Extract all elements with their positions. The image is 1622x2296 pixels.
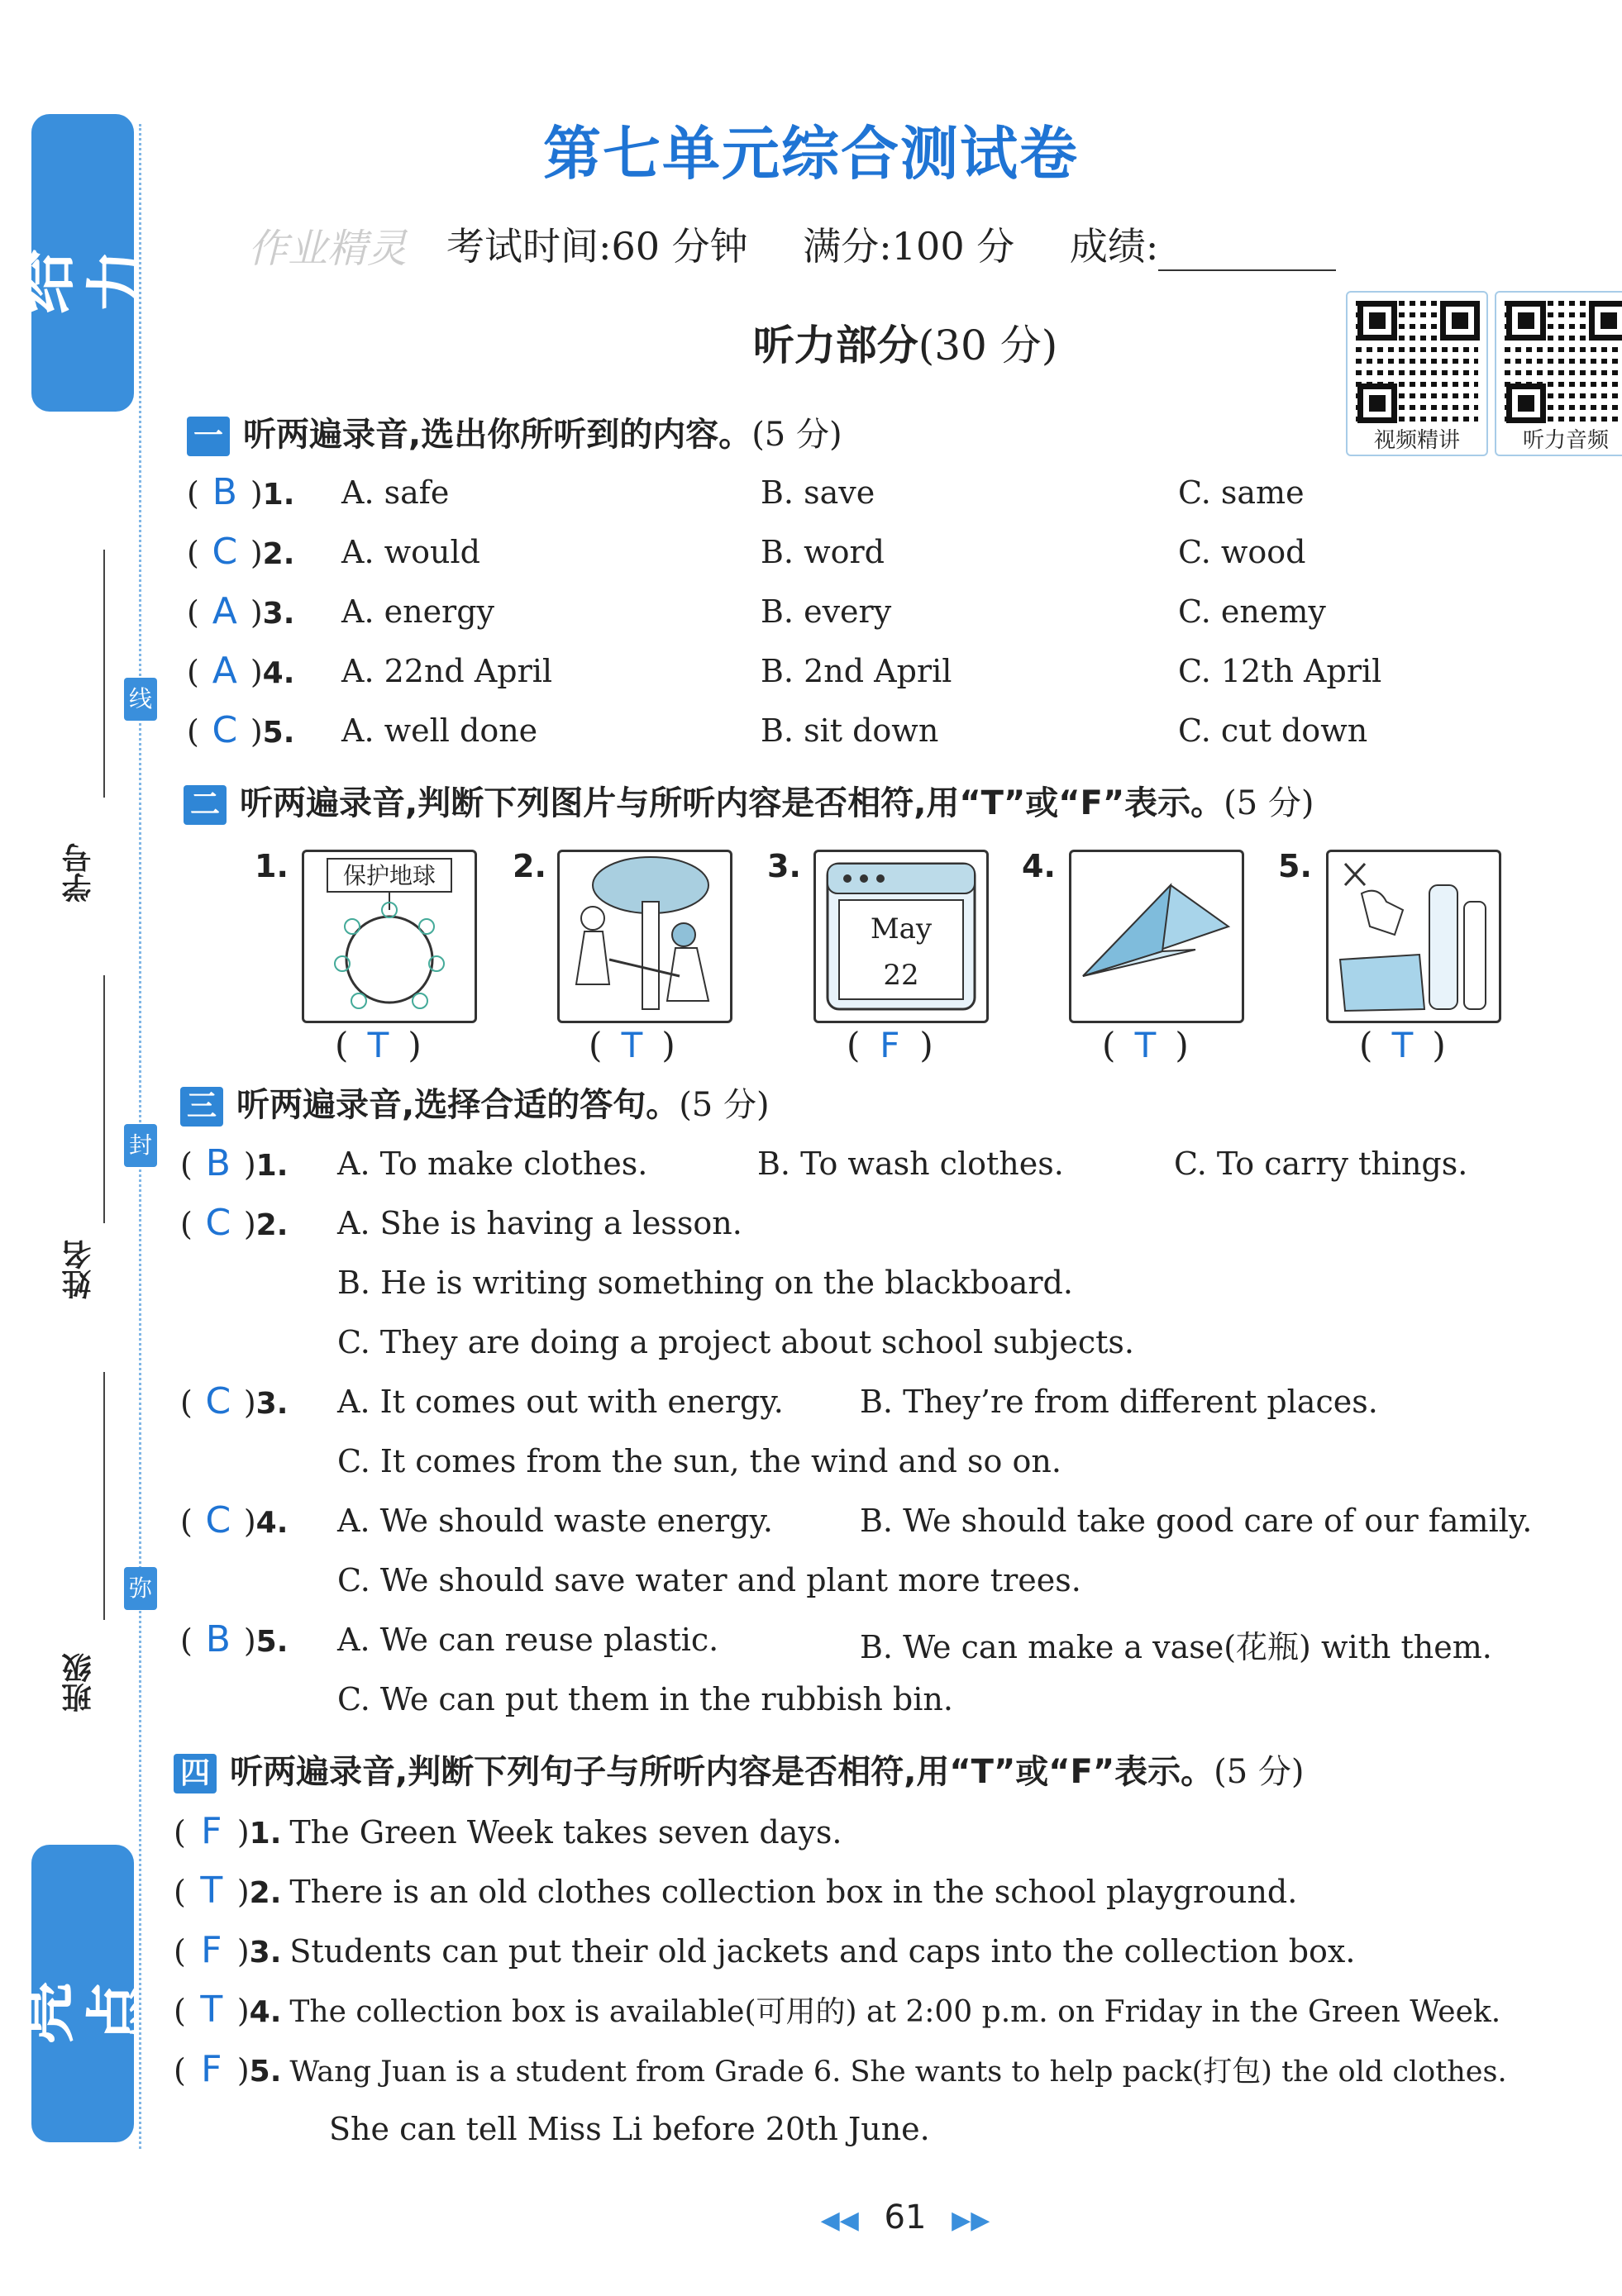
s1-q4-b: B. 2nd April bbox=[761, 653, 952, 689]
answer: B bbox=[205, 1618, 231, 1660]
qr-caption: 视频精讲 bbox=[1373, 428, 1460, 453]
s1-q3-b: B. every bbox=[761, 593, 892, 630]
s1-q3-a: A. energy bbox=[341, 593, 495, 630]
pic-5-number: 5. bbox=[1278, 848, 1312, 884]
s1-q2: ( C )2. bbox=[187, 531, 295, 573]
s1-q5-b: B. sit down bbox=[761, 712, 939, 749]
s3-q1: ( B )1. bbox=[180, 1142, 289, 1184]
name-label: 姓名 bbox=[62, 1240, 96, 1299]
s1-q2-c: C. wood bbox=[1178, 534, 1306, 570]
s1-q1: ( B )1. bbox=[187, 471, 295, 513]
s1-q4: ( A )4. bbox=[187, 650, 295, 692]
pic-1-answer: ( T ) bbox=[335, 1025, 422, 1065]
pic-3-answer: ( F ) bbox=[847, 1025, 933, 1065]
seal-char-3: 弥 bbox=[124, 1567, 157, 1610]
section-1-header: 一 听两遍录音,选出你所听到的内容。(5 分) bbox=[187, 408, 842, 456]
side-tab-top: 给 力 bbox=[31, 114, 134, 412]
pic-2-answer: ( T ) bbox=[589, 1025, 675, 1065]
answer: T bbox=[200, 1989, 223, 2031]
qr-audio[interactable] bbox=[1495, 291, 1622, 456]
pic-1-number: 1. bbox=[255, 848, 289, 884]
s3-q4-a: A. We should waste energy. bbox=[337, 1503, 773, 1539]
s4-q4: ( T )4. The collection box is available(可用的) at 2:00 p.m. on Friday in the Green Week. bbox=[174, 1989, 1501, 2031]
svg-text:保护地球: 保护地球 bbox=[342, 862, 437, 889]
pic-4-answer: ( T ) bbox=[1102, 1025, 1189, 1065]
seal-char-1: 线 bbox=[124, 678, 157, 721]
score-label: 成绩: bbox=[1069, 224, 1159, 269]
s3-q5-c: C. We can put them in the rubbish bin. bbox=[337, 1681, 953, 1717]
answer: C bbox=[212, 531, 238, 573]
s1-q3: ( A )3. bbox=[187, 590, 295, 632]
exam-time: 考试时间:60 分钟 bbox=[446, 224, 748, 269]
s1-q5-c: C. cut down bbox=[1178, 712, 1368, 749]
page-title: 第七单元综合测试卷 bbox=[543, 119, 1079, 188]
s4-q5: ( F )5. Wang Juan is a student from Grade 6. She wants to help pack(打包) the old clothes. bbox=[174, 2048, 1507, 2090]
s1-q1-c: C. same bbox=[1178, 474, 1305, 511]
s3-q3-a: A. It comes out with energy. bbox=[337, 1384, 784, 1420]
pic-3-number: 3. bbox=[767, 848, 801, 884]
answer: A bbox=[212, 650, 237, 692]
pic-3-calendar bbox=[813, 850, 989, 1023]
s3-q3-b: B. They’re from different places. bbox=[860, 1384, 1378, 1420]
part-title: 听力部分(30 分) bbox=[752, 321, 1058, 369]
full-marks: 满分:100 分 bbox=[803, 224, 1015, 269]
s1-q5-a: A. well done bbox=[341, 712, 538, 749]
answer: C bbox=[212, 709, 238, 751]
s3-q4-c: C. We should save water and plant more trees. bbox=[337, 1562, 1081, 1598]
student-id-line bbox=[103, 550, 105, 798]
answer: C bbox=[205, 1499, 231, 1541]
s3-q1-c: C. To carry things. bbox=[1174, 1146, 1468, 1182]
pic-4-paper-plane bbox=[1069, 850, 1244, 1023]
pic-4-number: 4. bbox=[1022, 848, 1056, 884]
s4-q2: ( T )2. There is an old clothes collection box in the school playground. bbox=[174, 1870, 1298, 1912]
s4-q3: ( F )3. Students can put their old jackets and caps into the collection box. bbox=[174, 1929, 1356, 1971]
s4-q1: ( F )1. The Green Week takes seven days. bbox=[174, 1810, 842, 1852]
s1-q1-a: A. safe bbox=[341, 474, 450, 511]
side-tab-bottom: 亮 点 bbox=[31, 1845, 134, 2142]
s3-q5-a: A. We can reuse plastic. bbox=[337, 1622, 719, 1658]
answer: F bbox=[201, 2048, 222, 2090]
s3-q1-b: B. To wash clothes. bbox=[757, 1146, 1064, 1182]
answer: F bbox=[201, 1810, 222, 1852]
pic-1-earth bbox=[302, 850, 477, 1023]
answer: C bbox=[205, 1380, 231, 1422]
seal-char-2: 封 bbox=[124, 1124, 157, 1167]
pic-2-cutting-tree bbox=[557, 850, 732, 1023]
watermark: 作业精灵 bbox=[248, 226, 408, 272]
page-footer bbox=[0, 2198, 1622, 2236]
qr-video[interactable] bbox=[1346, 291, 1488, 456]
name-line bbox=[103, 975, 105, 1223]
svg-text:May: May bbox=[870, 912, 933, 946]
s1-q2-b: B. word bbox=[761, 534, 885, 570]
s3-q2-a: A. She is having a lesson. bbox=[337, 1205, 742, 1241]
s1-q3-c: C. enemy bbox=[1178, 593, 1326, 630]
s3-q2: ( C )2. bbox=[180, 1202, 289, 1244]
s3-q4-b: B. We should take good care of our family. bbox=[860, 1503, 1533, 1539]
s1-q5: ( C )5. bbox=[187, 709, 295, 751]
s3-q2-b: B. He is writing something on the blackboard. bbox=[337, 1265, 1073, 1301]
s4-q5-line2: She can tell Miss Li before 20th June. bbox=[329, 2111, 930, 2147]
s3-q2-c: C. They are doing a project about school subjects. bbox=[337, 1324, 1134, 1360]
s1-q4-c: C. 12th April bbox=[1178, 653, 1382, 689]
s3-q3: ( C )3. bbox=[180, 1380, 289, 1422]
s3-q5: ( B )5. bbox=[180, 1618, 289, 1660]
svg-text:22: 22 bbox=[883, 959, 919, 992]
s1-q4-a: A. 22nd April bbox=[341, 653, 553, 689]
pic-5-answer: ( T ) bbox=[1359, 1025, 1446, 1065]
pic-2-number: 2. bbox=[513, 848, 546, 884]
next-arrow-icon: ▶▶ bbox=[952, 2206, 990, 2235]
section-2-header: 二 听两遍录音,判断下列图片与所听内容是否相符,用“T”或“F”表示。(5 分) bbox=[184, 777, 1314, 825]
s3-q1-a: A. To make clothes. bbox=[337, 1146, 648, 1182]
section-4-header: 四 听两遍录音,判断下列句子与所听内容是否相符,用“T”或“F”表示。(5 分) bbox=[174, 1746, 1305, 1793]
answer: T bbox=[200, 1870, 223, 1912]
answer: F bbox=[201, 1929, 222, 1971]
section-3-header: 三 听两遍录音,选择合适的答句。(5 分) bbox=[180, 1079, 770, 1127]
answer: C bbox=[205, 1202, 231, 1244]
prev-arrow-icon: ◀◀ bbox=[820, 2206, 859, 2235]
answer: B bbox=[205, 1142, 231, 1184]
pic-5-plastic-rubbish bbox=[1326, 850, 1501, 1023]
s3-q3-c: C. It comes from the sun, the wind and so on. bbox=[337, 1443, 1061, 1479]
s3-q4: ( C )4. bbox=[180, 1499, 289, 1541]
qr-caption: 听力音频 bbox=[1522, 428, 1609, 453]
class-label: 班级 bbox=[62, 1653, 96, 1712]
s1-q2-a: A. would bbox=[341, 534, 480, 570]
score-blank[interactable] bbox=[1158, 236, 1336, 271]
s3-q5-b: B. We can make a vase(花瓶) with them. bbox=[860, 1629, 1492, 1665]
student-id-label: 学号 bbox=[62, 843, 96, 903]
answer: A bbox=[212, 590, 237, 632]
s1-q1-b: B. save bbox=[761, 474, 875, 511]
answer: B bbox=[212, 471, 237, 513]
page-number: 61 bbox=[884, 2198, 927, 2236]
class-line bbox=[103, 1372, 105, 1620]
exam-info bbox=[446, 217, 1336, 271]
